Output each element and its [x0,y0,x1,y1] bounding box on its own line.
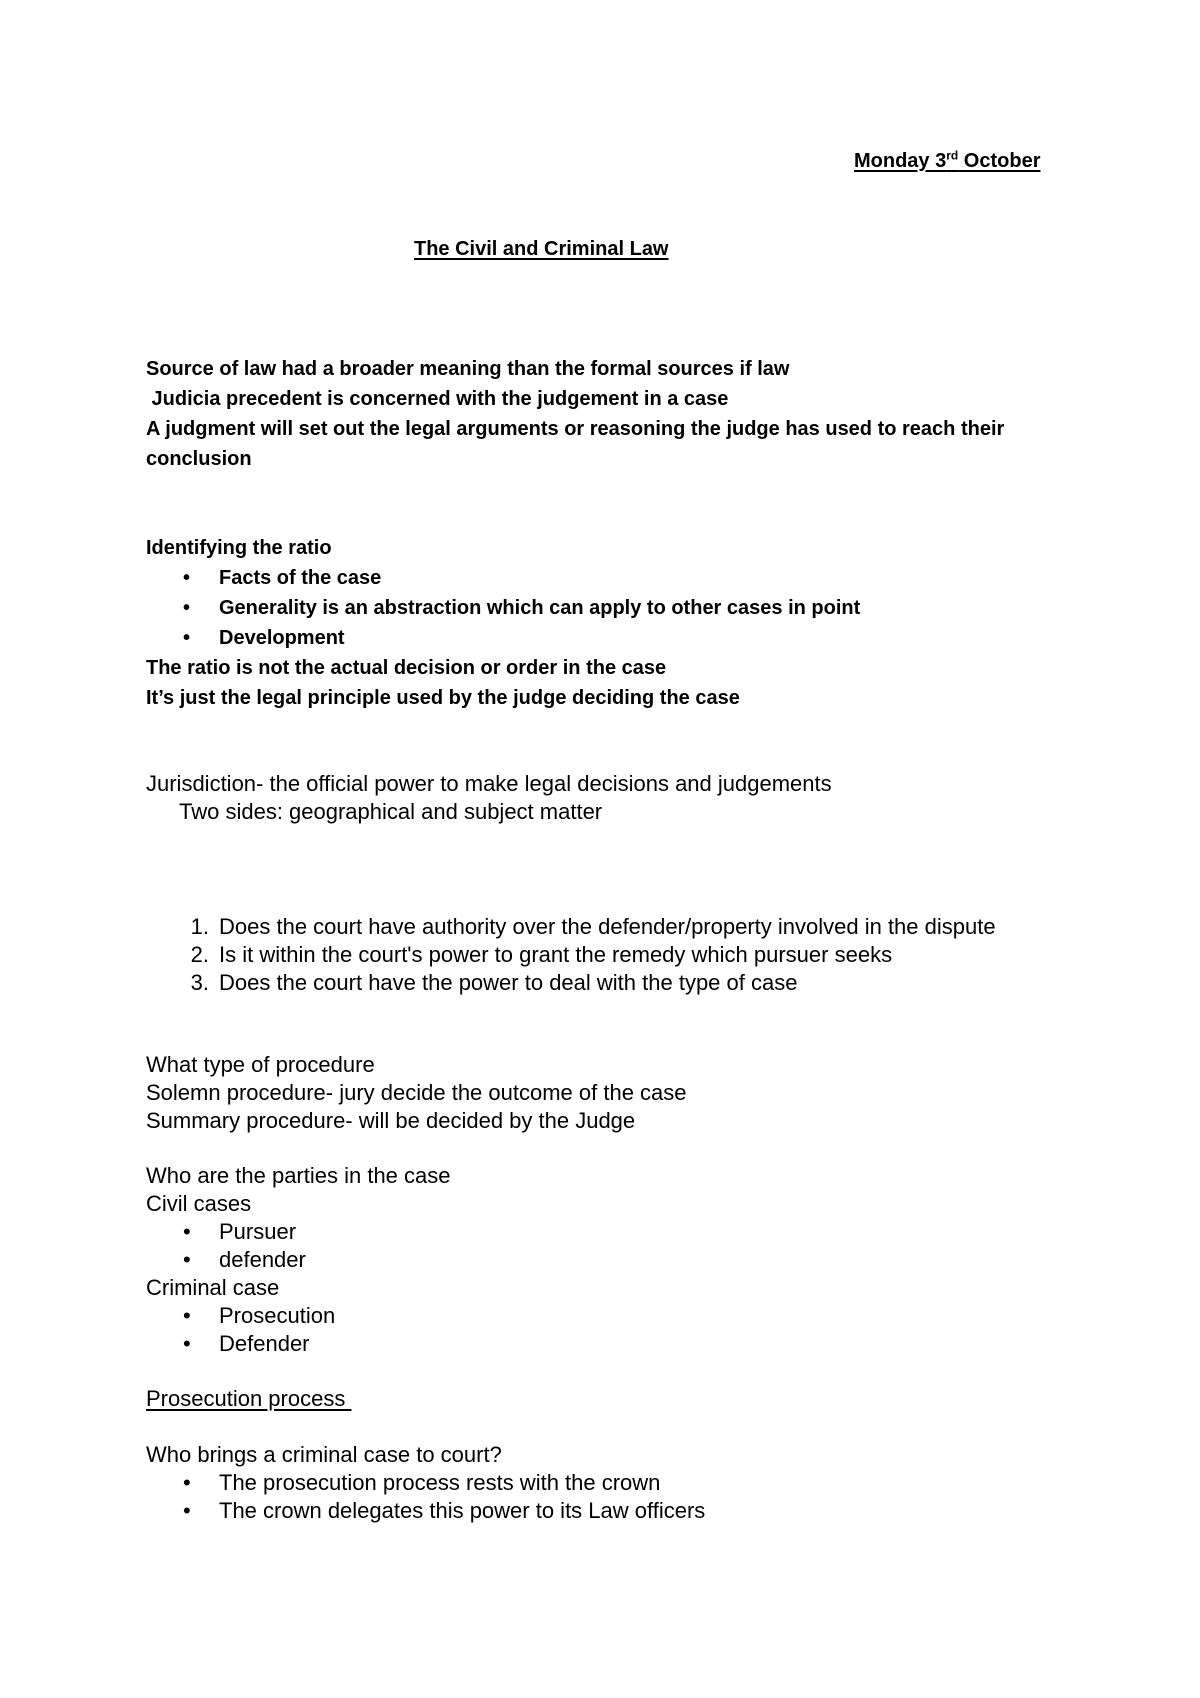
list-item [146,969,1079,997]
list-item-text: Does the court have the power to deal with the type of case [219,970,798,995]
bullet-icon: • [183,627,191,649]
ratio-heading: Identifying the ratio [146,537,332,559]
bullet-icon: • [183,1303,191,1328]
list-item-text: Generality is an abstraction which can apply to other cases in point [219,597,861,619]
page-title [414,234,791,264]
civil-label: Civil cases [146,1191,252,1216]
jurisdiction-definition [146,770,832,826]
civil-list [146,1218,451,1274]
prosecution-heading: Prosecution process [146,1386,352,1411]
list-number: 2. [190,942,209,967]
list-item-text: defender [219,1247,306,1272]
bullet-icon: • [183,567,191,589]
jurisdiction-definition-text: Jurisdiction- the official power to make legal decisions and judgements [146,771,832,796]
procedure-heading: What type of procedure [146,1052,375,1077]
list-item [146,1246,451,1274]
list-item-text: Is it within the court's power to grant the remedy which pursuer seeks [219,942,893,967]
intro-line: conclusion [146,448,252,470]
prosecution-question: Who brings a criminal case to court? [146,1442,502,1467]
list-item-text: Prosecution [219,1303,336,1328]
bullet-icon: • [183,1247,191,1272]
list-item [146,1330,451,1358]
list-item [146,593,860,623]
date-text: Monday 3 [854,150,947,172]
list-item [146,563,860,593]
jurisdiction-questions [146,913,1079,997]
list-item-text: Does the court have authority over the defender/property involved in the dispute [219,914,996,939]
parties-heading: Who are the parties in the case [146,1163,451,1188]
date-superscript: rd [946,148,959,163]
date-line [854,146,1045,176]
prosecution-section [146,1441,705,1525]
procedure-line: Solemn procedure- jury decide the outcome of the case [146,1080,687,1105]
ratio-note: It’s just the legal principle used by the judge deciding the case [146,687,740,709]
list-item [146,1469,705,1497]
bullet-icon: • [183,1219,191,1244]
list-item-text: Development [219,627,345,649]
list-item [146,1302,451,1330]
list-item-text: Pursuer [219,1219,297,1244]
procedure-section [146,1051,687,1135]
ratio-section [146,533,860,713]
ratio-bullet-list [146,563,860,653]
parties-section [146,1162,451,1358]
bullet-icon: • [183,597,191,619]
list-item [146,623,860,653]
criminal-list [146,1302,451,1358]
list-number: 3. [190,970,209,995]
list-item [146,1218,451,1246]
list-item [146,913,1079,941]
list-item [146,941,1079,969]
intro-line: Source of law had a broader meaning than the formal sources if law [146,358,790,380]
procedure-line: Summary procedure- will be decided by the Judge [146,1108,636,1133]
bullet-icon: • [183,1470,191,1495]
intro-paragraph [146,354,1004,474]
intro-line: A judgment will set out the legal arguments or reasoning the judge has used to reach their [146,418,1005,440]
bullet-icon: • [183,1331,191,1356]
criminal-label: Criminal case [146,1275,280,1300]
list-item [146,1497,705,1525]
list-number: 1. [190,914,209,939]
list-item-text: The prosecution process rests with the crown [219,1470,661,1495]
numbered-list [146,913,1079,997]
bullet-icon: • [183,1498,191,1523]
date-month: October [958,150,1041,172]
list-item-text: Facts of the case [219,567,382,589]
prosecution-list [146,1469,705,1525]
intro-line: Judicia precedent is concerned with the judgement in a case [146,388,729,410]
list-item-text: Defender [219,1331,310,1356]
title-text: The Civil and Criminal Law [414,238,669,260]
jurisdiction-sides: Two sides: geographical and subject matter [179,799,603,824]
ratio-note: The ratio is not the actual decision or order in the case [146,657,667,679]
list-item-text: The crown delegates this power to its Law officers [219,1498,706,1523]
